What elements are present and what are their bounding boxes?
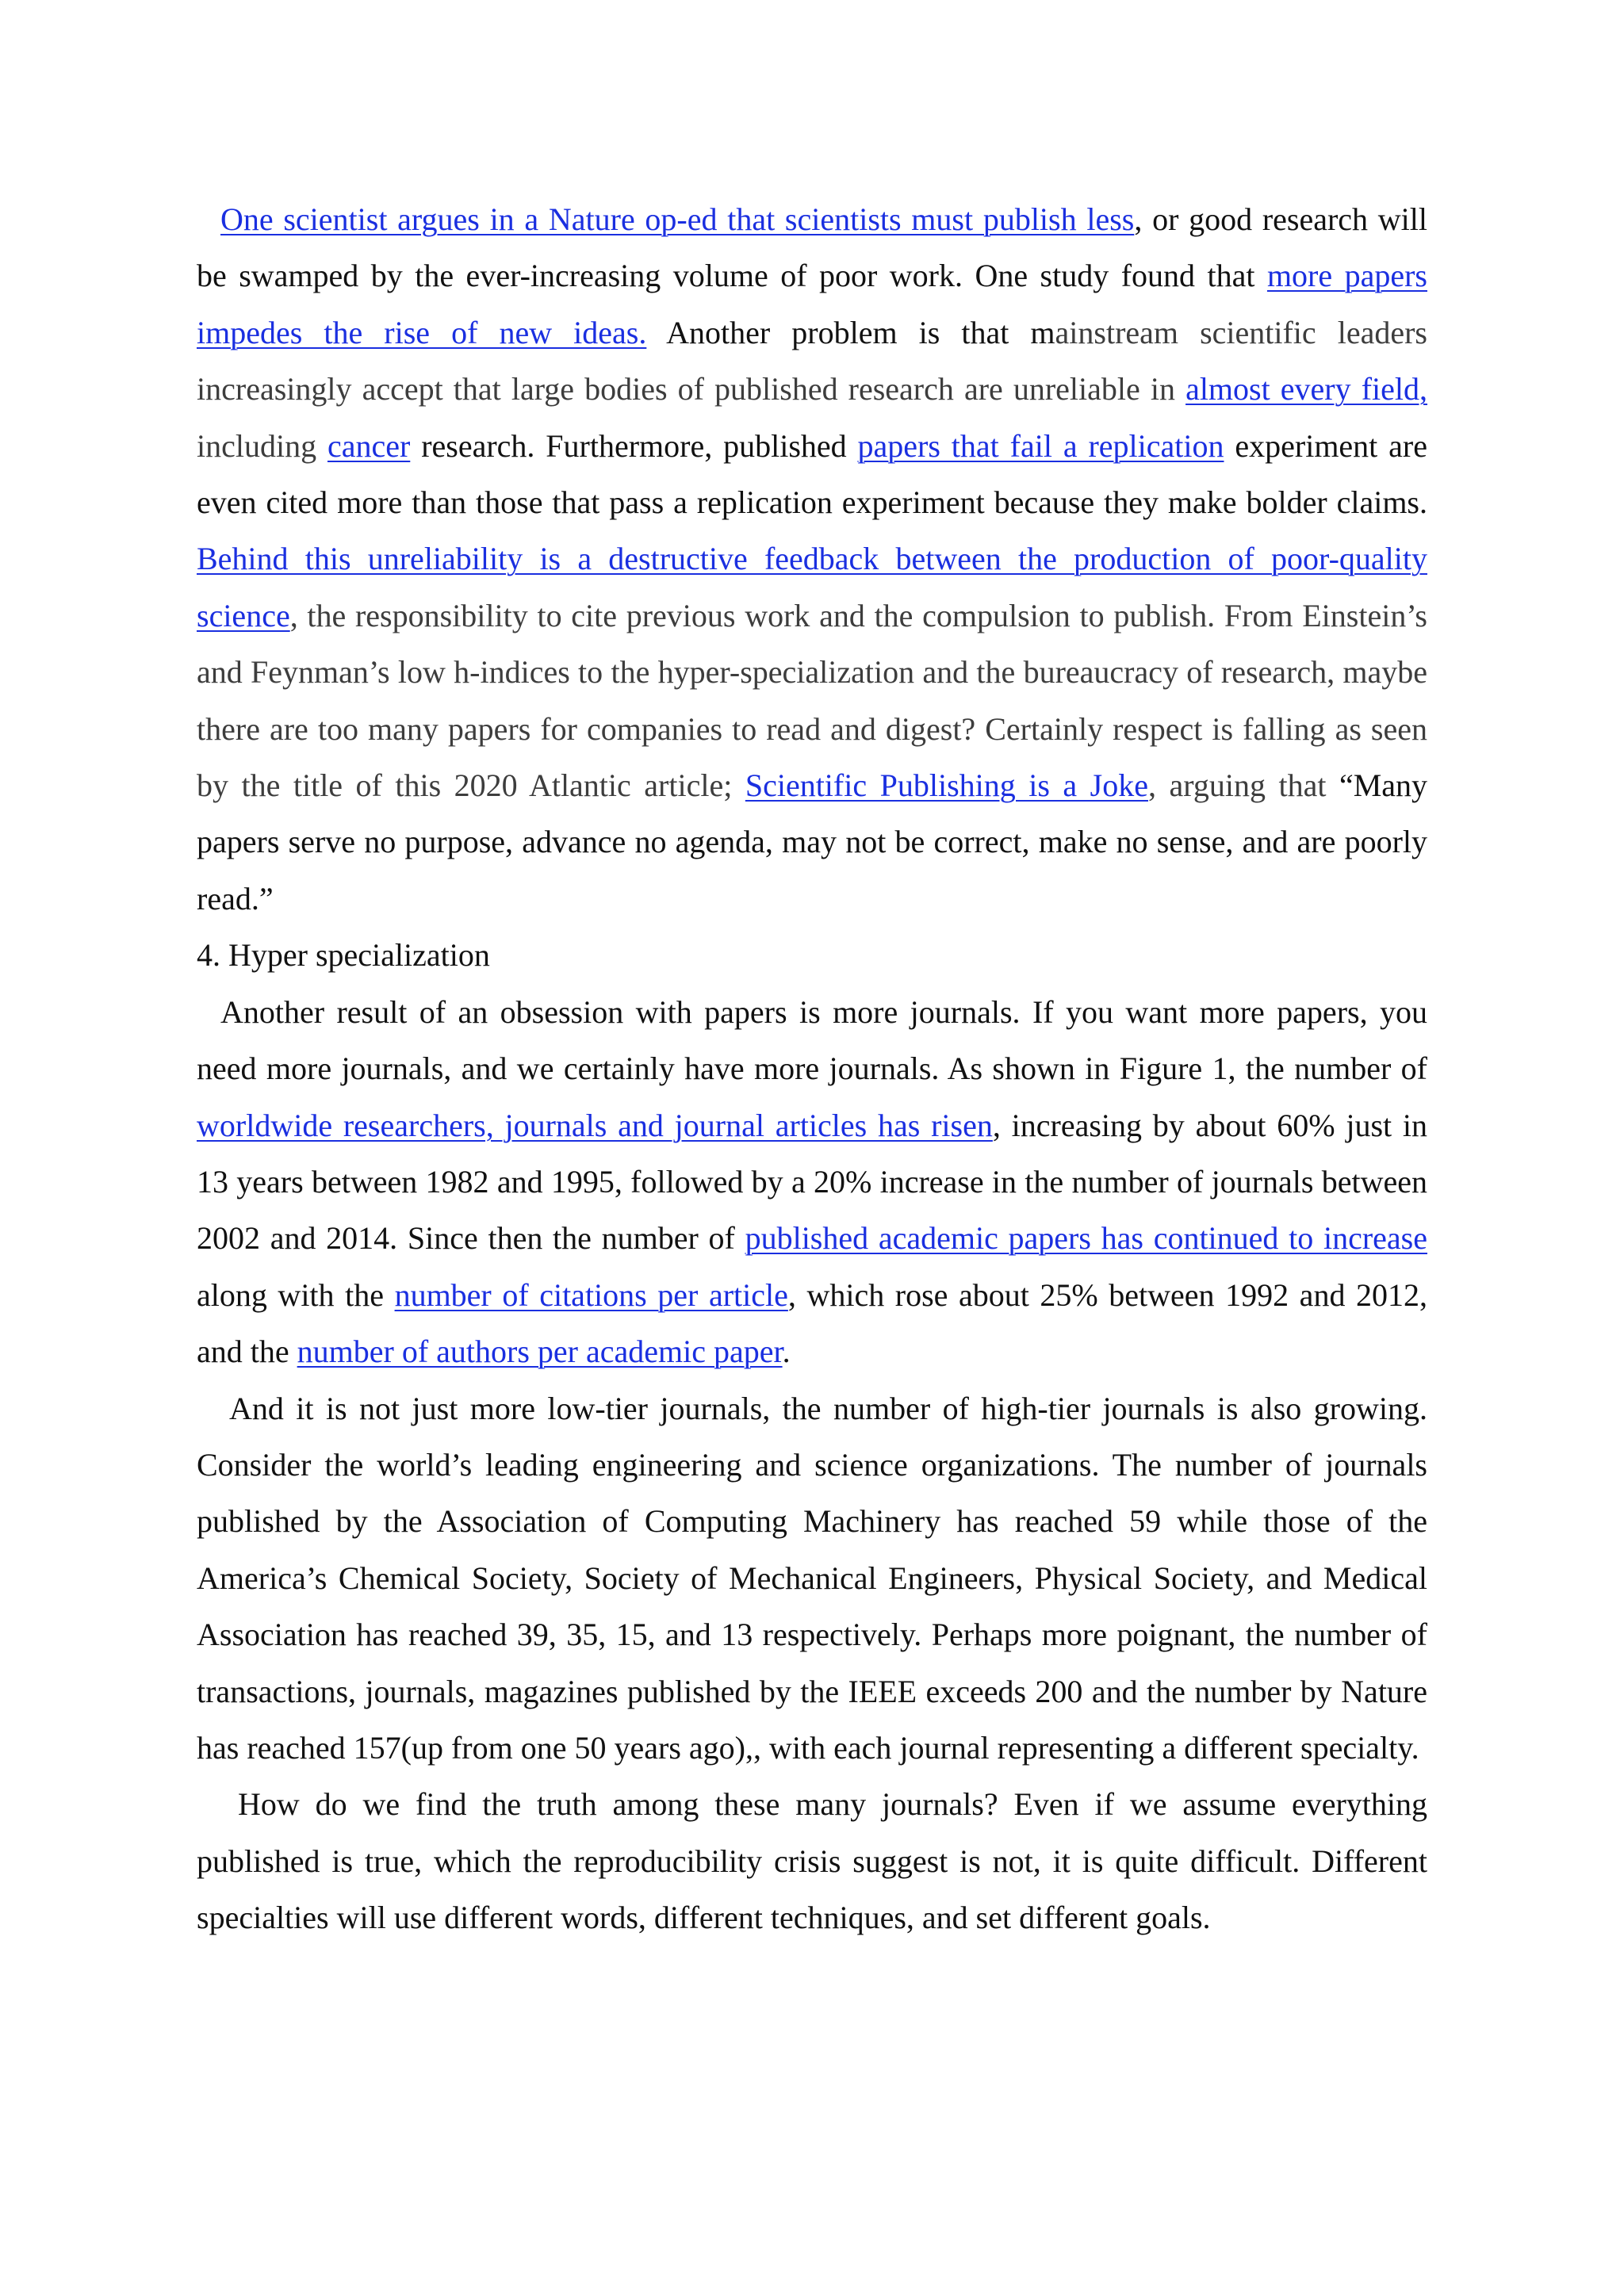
- paragraph-text: experiment are even cited more than those that pass a replication experiment because they make bolder claims.: [197, 427, 1427, 521]
- paragraph-text-muted: ainstream scientific leaders increasingly accept that large bodies of published research are unreliable in: [197, 314, 1427, 408]
- link-cancer[interactable]: cancer: [327, 427, 411, 464]
- document-page: [197, 191, 1427, 1946]
- paragraph-text: Another problem is that m: [646, 314, 1055, 350]
- link-destructive-feedback[interactable]: Behind this unreliability is a destructive feedback between the production of poor-quality science: [197, 541, 1427, 633]
- link-worldwide-researchers-journals[interactable]: worldwide researchers, journals and journal articles has risen: [197, 1107, 993, 1143]
- paragraph-high-tier-journals: And it is not just more low-tier journals, the number of high-tier journals is also growing. Consider the world’s leading engineering and science organizations. The number of journals published by the Association of Computing Machinery has reached 59 while those of the America’s Chemical Society, Society of Mechanical Engineers, Physical Society, and Medical Association has reached 39, 35, 15, and 13 respectively. Perhaps more poignant, the number of transactions, journals, magazines published by the IEEE exceeds 200 and the number by Nature has reached 157(up from one 50 years ago),, with each journal representing a different specialty.: [197, 1390, 1427, 1766]
- link-papers-fail-replication[interactable]: papers that fail a replication: [857, 427, 1224, 464]
- link-nature-op-ed[interactable]: One scientist argues in a Nature op-ed that scientists must publish less: [220, 201, 1135, 237]
- paragraph-text: , which rose about 25% between 1992 and 2012, and the: [197, 1276, 1428, 1370]
- paragraph-text: Another result of an obsession with papers is more journals. If you want more papers, you need more journals, and we certainly have more journals. As shown in Figure 1, the number of: [197, 993, 1427, 1087]
- paragraph-find-the-truth: How do we find the truth among these many journals? Even if we assume everything published is true, which the reproducibility crisis suggest is not, it is quite difficult. Different specialties will use different words, different techniques, and set different goals.: [197, 1786, 1427, 1936]
- link-scientific-publishing-joke[interactable]: Scientific Publishing is a Joke: [745, 767, 1148, 804]
- paragraph-text: , increasing by about 60% just in 13 years between 1982 and 1995, followed by a 20% increase in the number of journals between 2002 and 2014. Since then the number of: [197, 1107, 1428, 1257]
- section-heading: 4. Hyper specialization: [197, 937, 490, 974]
- paragraph-text: , or good research will be swamped by the ever-increasing volume of poor work. One study found that: [197, 201, 1427, 294]
- link-more-papers-impedes-new-ideas[interactable]: more papers impedes the rise of new ideas.: [197, 258, 1427, 350]
- paragraph-text-muted: including: [197, 427, 327, 464]
- link-authors-per-paper[interactable]: number of authors per academic paper: [297, 1334, 783, 1370]
- paragraph-text: along with the: [197, 1276, 395, 1313]
- paragraph-publish-less: [197, 191, 1427, 927]
- paragraph-text-muted: , arguing that: [1148, 767, 1339, 804]
- paragraph-more-journals: [197, 984, 1427, 1380]
- paragraph-text: research. Furthermore, published: [410, 427, 858, 464]
- link-almost-every-field[interactable]: almost every field,: [1185, 371, 1428, 408]
- quote-text: “Many papers serve no purpose, advance no agenda, may not be correct, make no sense, and are poorly read.”: [197, 767, 1428, 916]
- paragraph-text: .: [782, 1334, 791, 1370]
- link-published-papers-increase[interactable]: published academic papers has continued to increase: [745, 1220, 1427, 1257]
- paragraph-text-muted: , the responsibility to cite previous work and the compulsion to publish. From Einstein’s and Feynman’s low h-indices to the hyper-specialization and the bureaucracy of research, maybe there are too many papers for companies to read and digest? Certainly respect is falling as seen by the title of this 2020 Atlantic article;: [197, 597, 1427, 804]
- link-citations-per-article[interactable]: number of citations per article: [394, 1276, 788, 1313]
